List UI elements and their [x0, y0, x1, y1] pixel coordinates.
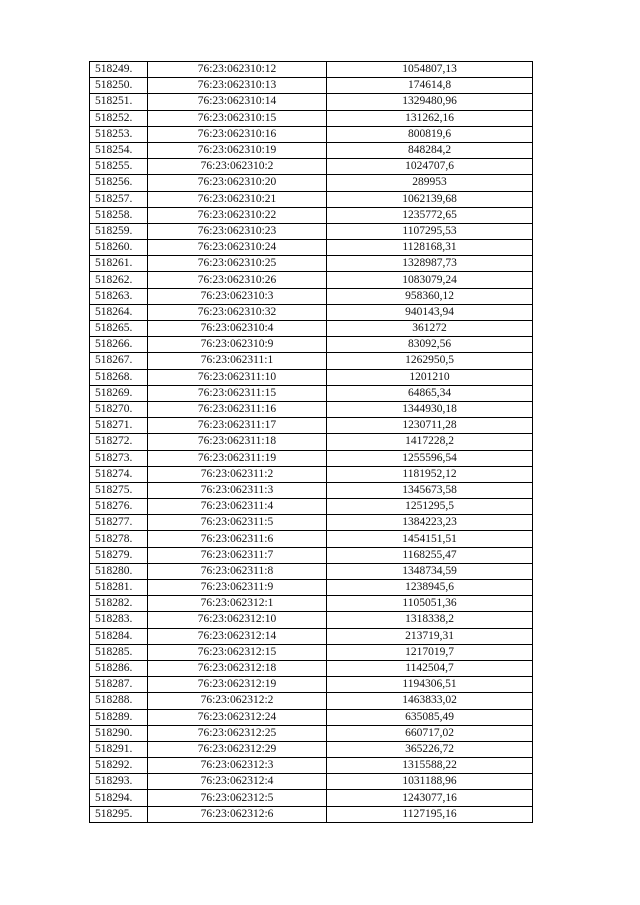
row-number-cell: 518289. [90, 709, 148, 725]
cadastral-number-cell: 76:23:062310:22 [148, 207, 327, 223]
table-row [90, 693, 533, 709]
cadastral-value-cell: 1105051,36 [327, 596, 533, 612]
table-row [90, 531, 533, 547]
row-number-cell: 518260. [90, 240, 148, 256]
cadastral-value-cell: 1217019,7 [327, 644, 533, 660]
row-number-cell: 518284. [90, 628, 148, 644]
cadastral-value-cell: 1243077,16 [327, 790, 533, 806]
table-row [90, 207, 533, 223]
cadastral-number-cell: 76:23:062310:32 [148, 304, 327, 320]
row-number-cell: 518256. [90, 175, 148, 191]
cadastral-value-cell: 1463833,02 [327, 693, 533, 709]
cadastral-number-cell: 76:23:062310:2 [148, 159, 327, 175]
table-row [90, 515, 533, 531]
table-row [90, 385, 533, 401]
row-number-cell: 518275. [90, 482, 148, 498]
row-number-cell: 518262. [90, 272, 148, 288]
cadastral-number-cell: 76:23:062311:10 [148, 369, 327, 385]
cadastral-number-cell: 76:23:062311:15 [148, 385, 327, 401]
cadastral-value-cell: 1235772,65 [327, 207, 533, 223]
table-row [90, 677, 533, 693]
cadastral-value-cell: 1201210 [327, 369, 533, 385]
cadastral-value-cell: 1062139,68 [327, 191, 533, 207]
cadastral-number-cell: 76:23:062312:4 [148, 774, 327, 790]
row-number-cell: 518292. [90, 758, 148, 774]
table-row [90, 191, 533, 207]
row-number-cell: 518274. [90, 466, 148, 482]
cadastral-number-cell: 76:23:062311:3 [148, 482, 327, 498]
cadastral-value-cell: 1328987,73 [327, 256, 533, 272]
row-number-cell: 518295. [90, 806, 148, 822]
cadastral-number-cell: 76:23:062310:16 [148, 126, 327, 142]
row-number-cell: 518269. [90, 385, 148, 401]
table-row [90, 288, 533, 304]
row-number-cell: 518294. [90, 790, 148, 806]
row-number-cell: 518287. [90, 677, 148, 693]
cadastral-value-cell: 1128168,31 [327, 240, 533, 256]
row-number-cell: 518252. [90, 110, 148, 126]
cadastral-value-cell: 289953 [327, 175, 533, 191]
row-number-cell: 518288. [90, 693, 148, 709]
table-row [90, 741, 533, 757]
row-number-cell: 518270. [90, 401, 148, 417]
table-row [90, 78, 533, 94]
cadastral-value-cell: 848284,2 [327, 142, 533, 158]
cadastral-value-cell: 1168255,47 [327, 547, 533, 563]
table-row [90, 304, 533, 320]
table-row [90, 159, 533, 175]
cadastral-number-cell: 76:23:062311:7 [148, 547, 327, 563]
row-number-cell: 518253. [90, 126, 148, 142]
table-row [90, 369, 533, 385]
row-number-cell: 518282. [90, 596, 148, 612]
table-row [90, 126, 533, 142]
cadastral-number-cell: 76:23:062312:18 [148, 660, 327, 676]
cadastral-value-cell: 361272 [327, 321, 533, 337]
cadastral-number-cell: 76:23:062312:14 [148, 628, 327, 644]
table-row [90, 612, 533, 628]
cadastral-value-cell: 1181952,12 [327, 466, 533, 482]
row-number-cell: 518266. [90, 337, 148, 353]
table-row [90, 418, 533, 434]
cadastral-number-cell: 76:23:062310:9 [148, 337, 327, 353]
cadastral-number-cell: 76:23:062312:24 [148, 709, 327, 725]
row-number-cell: 518268. [90, 369, 148, 385]
table-row [90, 499, 533, 515]
cadastral-value-cell: 1318338,2 [327, 612, 533, 628]
table-row [90, 434, 533, 450]
cadastral-number-cell: 76:23:062310:4 [148, 321, 327, 337]
cadastral-value-cell: 1251295,5 [327, 499, 533, 515]
cadastral-number-cell: 76:23:062310:21 [148, 191, 327, 207]
cadastral-number-cell: 76:23:062312:19 [148, 677, 327, 693]
cadastral-number-cell: 76:23:062311:2 [148, 466, 327, 482]
cadastral-number-cell: 76:23:062312:3 [148, 758, 327, 774]
cadastral-number-cell: 76:23:062312:25 [148, 725, 327, 741]
cadastral-number-cell: 76:23:062310:15 [148, 110, 327, 126]
cadastral-value-cell: 940143,94 [327, 304, 533, 320]
table-row [90, 563, 533, 579]
cadastral-number-cell: 76:23:062311:1 [148, 353, 327, 369]
cadastral-value-cell: 958360,12 [327, 288, 533, 304]
cadastral-value-cell: 131262,16 [327, 110, 533, 126]
cadastral-number-cell: 76:23:062311:6 [148, 531, 327, 547]
cadastral-value-cell: 213719,31 [327, 628, 533, 644]
cadastral-number-cell: 76:23:062312:10 [148, 612, 327, 628]
cadastral-value-cell: 1107295,53 [327, 223, 533, 239]
cadastral-number-cell: 76:23:062310:14 [148, 94, 327, 110]
table-body [90, 62, 533, 823]
table-row [90, 466, 533, 482]
table-row [90, 644, 533, 660]
table-row [90, 240, 533, 256]
row-number-cell: 518291. [90, 741, 148, 757]
row-number-cell: 518257. [90, 191, 148, 207]
row-number-cell: 518279. [90, 547, 148, 563]
cadastral-value-cell: 1348734,59 [327, 563, 533, 579]
cadastral-number-cell: 76:23:062312:29 [148, 741, 327, 757]
cadastral-value-cell: 1315588,22 [327, 758, 533, 774]
table-row [90, 660, 533, 676]
row-number-cell: 518285. [90, 644, 148, 660]
cadastral-value-cell: 174614,8 [327, 78, 533, 94]
cadastral-value-cell: 1230711,28 [327, 418, 533, 434]
cadastral-value-cell: 1255596,54 [327, 450, 533, 466]
cadastral-value-cell: 1194306,51 [327, 677, 533, 693]
row-number-cell: 518259. [90, 223, 148, 239]
table-row [90, 628, 533, 644]
table-row [90, 806, 533, 822]
row-number-cell: 518293. [90, 774, 148, 790]
cadastral-value-cell: 1083079,24 [327, 272, 533, 288]
cadastral-value-cell: 83092,56 [327, 337, 533, 353]
table-row [90, 580, 533, 596]
row-number-cell: 518290. [90, 725, 148, 741]
cadastral-number-cell: 76:23:062310:26 [148, 272, 327, 288]
cadastral-number-cell: 76:23:062312:6 [148, 806, 327, 822]
row-number-cell: 518286. [90, 660, 148, 676]
row-number-cell: 518267. [90, 353, 148, 369]
table-row [90, 401, 533, 417]
row-number-cell: 518280. [90, 563, 148, 579]
row-number-cell: 518250. [90, 78, 148, 94]
cadastral-number-cell: 76:23:062311:16 [148, 401, 327, 417]
cadastral-number-cell: 76:23:062310:25 [148, 256, 327, 272]
cadastral-value-cell: 1024707,6 [327, 159, 533, 175]
row-number-cell: 518283. [90, 612, 148, 628]
cadastral-value-cell: 1054807,13 [327, 62, 533, 78]
cadastral-number-cell: 76:23:062310:20 [148, 175, 327, 191]
table-row [90, 709, 533, 725]
cadastral-number-cell: 76:23:062312:5 [148, 790, 327, 806]
cadastral-value-cell: 1329480,96 [327, 94, 533, 110]
table-row [90, 272, 533, 288]
table-row [90, 725, 533, 741]
cadastral-value-cell: 1262950,5 [327, 353, 533, 369]
table-row [90, 142, 533, 158]
table-row [90, 758, 533, 774]
row-number-cell: 518249. [90, 62, 148, 78]
cadastral-number-cell: 76:23:062311:18 [148, 434, 327, 450]
cadastral-number-cell: 76:23:062311:8 [148, 563, 327, 579]
row-number-cell: 518254. [90, 142, 148, 158]
row-number-cell: 518265. [90, 321, 148, 337]
cadastral-number-cell: 76:23:062310:12 [148, 62, 327, 78]
row-number-cell: 518281. [90, 580, 148, 596]
table-row [90, 62, 533, 78]
row-number-cell: 518271. [90, 418, 148, 434]
row-number-cell: 518251. [90, 94, 148, 110]
row-number-cell: 518258. [90, 207, 148, 223]
table-row [90, 482, 533, 498]
table-row [90, 321, 533, 337]
row-number-cell: 518273. [90, 450, 148, 466]
row-number-cell: 518277. [90, 515, 148, 531]
cadastral-number-cell: 76:23:062312:1 [148, 596, 327, 612]
cadastral-value-cell: 1345673,58 [327, 482, 533, 498]
cadastral-value-cell: 1417228,2 [327, 434, 533, 450]
cadastral-value-cell: 1454151,51 [327, 531, 533, 547]
cadastral-value-cell: 660717,02 [327, 725, 533, 741]
row-number-cell: 518261. [90, 256, 148, 272]
cadastral-number-cell: 76:23:062310:24 [148, 240, 327, 256]
table-row [90, 774, 533, 790]
table-row [90, 596, 533, 612]
cadastral-value-cell: 800819,6 [327, 126, 533, 142]
cadastral-value-table [89, 61, 533, 823]
table-row [90, 547, 533, 563]
cadastral-value-cell: 1344930,18 [327, 401, 533, 417]
cadastral-value-cell: 1031188,96 [327, 774, 533, 790]
cadastral-value-cell: 1384223,23 [327, 515, 533, 531]
row-number-cell: 518255. [90, 159, 148, 175]
cadastral-value-cell: 1127195,16 [327, 806, 533, 822]
cadastral-number-cell: 76:23:062312:15 [148, 644, 327, 660]
cadastral-number-cell: 76:23:062310:19 [148, 142, 327, 158]
table-row [90, 450, 533, 466]
cadastral-value-cell: 635085,49 [327, 709, 533, 725]
cadastral-number-cell: 76:23:062310:3 [148, 288, 327, 304]
table-row [90, 337, 533, 353]
table-row [90, 256, 533, 272]
row-number-cell: 518272. [90, 434, 148, 450]
cadastral-value-cell: 64865,34 [327, 385, 533, 401]
cadastral-number-cell: 76:23:062311:4 [148, 499, 327, 515]
table-row [90, 790, 533, 806]
cadastral-number-cell: 76:23:062311:5 [148, 515, 327, 531]
cadastral-number-cell: 76:23:062310:23 [148, 223, 327, 239]
row-number-cell: 518263. [90, 288, 148, 304]
cadastral-number-cell: 76:23:062311:17 [148, 418, 327, 434]
cadastral-value-cell: 1142504,7 [327, 660, 533, 676]
table-row [90, 94, 533, 110]
cadastral-number-cell: 76:23:062312:2 [148, 693, 327, 709]
table-row [90, 110, 533, 126]
cadastral-number-cell: 76:23:062310:13 [148, 78, 327, 94]
table-row [90, 175, 533, 191]
table-row [90, 353, 533, 369]
cadastral-number-cell: 76:23:062311:9 [148, 580, 327, 596]
cadastral-value-cell: 1238945,6 [327, 580, 533, 596]
cadastral-number-cell: 76:23:062311:19 [148, 450, 327, 466]
row-number-cell: 518278. [90, 531, 148, 547]
cadastral-value-cell: 365226,72 [327, 741, 533, 757]
row-number-cell: 518264. [90, 304, 148, 320]
table-row [90, 223, 533, 239]
row-number-cell: 518276. [90, 499, 148, 515]
